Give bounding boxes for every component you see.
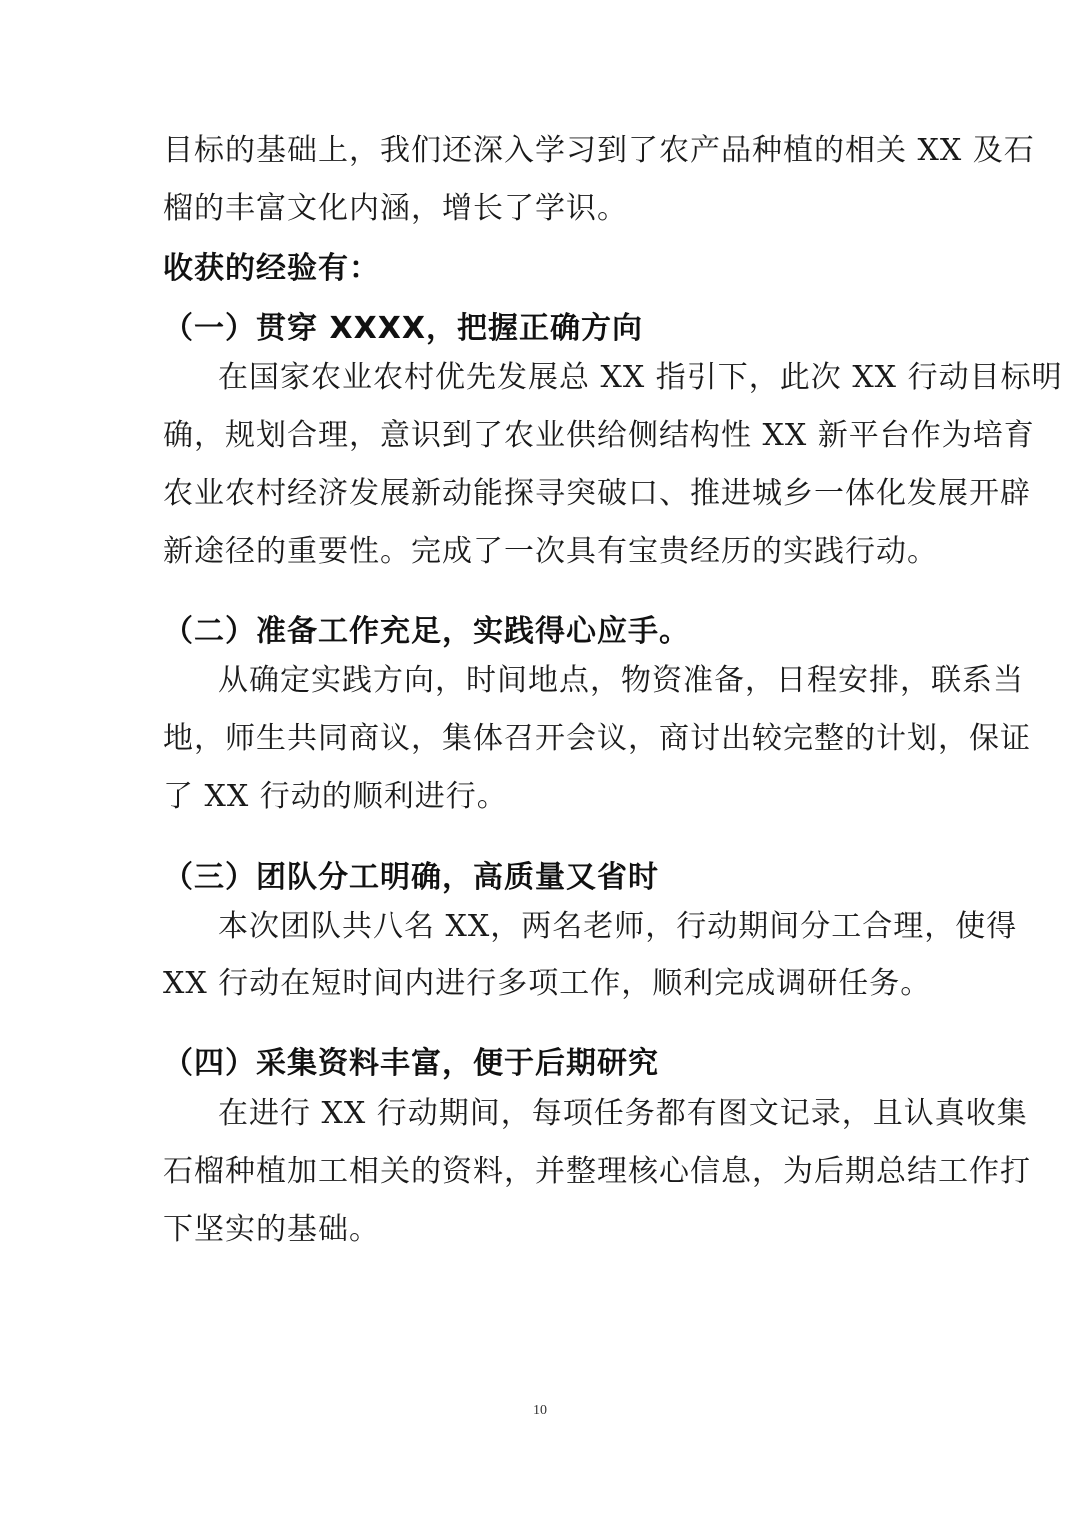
- section-heading-3: （三）团队分工明确，高质量又省时: [163, 860, 659, 895]
- section-1-line-4: 新途径的重要性。完成了一次具有宝贵经历的实践行动。: [163, 534, 938, 569]
- section-2-line-1: 从确定实践方向，时间地点，物资准备，日程安排，联系当: [218, 663, 1024, 698]
- section-heading-2: （二）准备工作充足，实践得心应手。: [163, 614, 690, 649]
- section-4-line-3: 下坚实的基础。: [163, 1212, 380, 1247]
- section-1-line-3: 农业农村经济发展新动能探寻突破口、推进城乡一体化发展开辟: [163, 476, 1031, 511]
- section-3-line-2: XX 行动在短时间内进行多项工作，顺利完成调研任务。: [163, 966, 932, 1001]
- opening-paragraph-line-2: 榴的丰富文化内涵，增长了学识。: [163, 191, 628, 226]
- page-number: 10: [533, 1403, 547, 1418]
- opening-paragraph-line-1: 目标的基础上，我们还深入学习到了农产品种植的相关 XX 及石: [163, 133, 1035, 168]
- section-heading-1: （一）贯穿 XXXX，把握正确方向: [163, 311, 643, 346]
- section-3-line-1: 本次团队共八名 XX，两名老师，行动期间分工合理，使得: [218, 909, 1018, 944]
- section-heading-4: （四）采集资料丰富，便于后期研究: [163, 1046, 659, 1081]
- experience-heading: 收获的经验有：: [163, 251, 380, 286]
- section-1-line-1: 在国家农业农村优先发展总 XX 指引下，此次 XX 行动目标明: [218, 360, 1063, 395]
- section-2-line-3: 了 XX 行动的顺利进行。: [163, 779, 508, 814]
- section-4-line-1: 在进行 XX 行动期间，每项任务都有图文记录，且认真收集: [218, 1096, 1028, 1131]
- section-4-line-2: 石榴种植加工相关的资料，并整理核心信息，为后期总结工作打: [163, 1154, 1031, 1189]
- section-2-line-2: 地，师生共同商议，集体召开会议，商讨出较完整的计划，保证: [163, 721, 1031, 756]
- section-1-line-2: 确，规划合理，意识到了农业供给侧结构性 XX 新平台作为培育: [163, 418, 1035, 453]
